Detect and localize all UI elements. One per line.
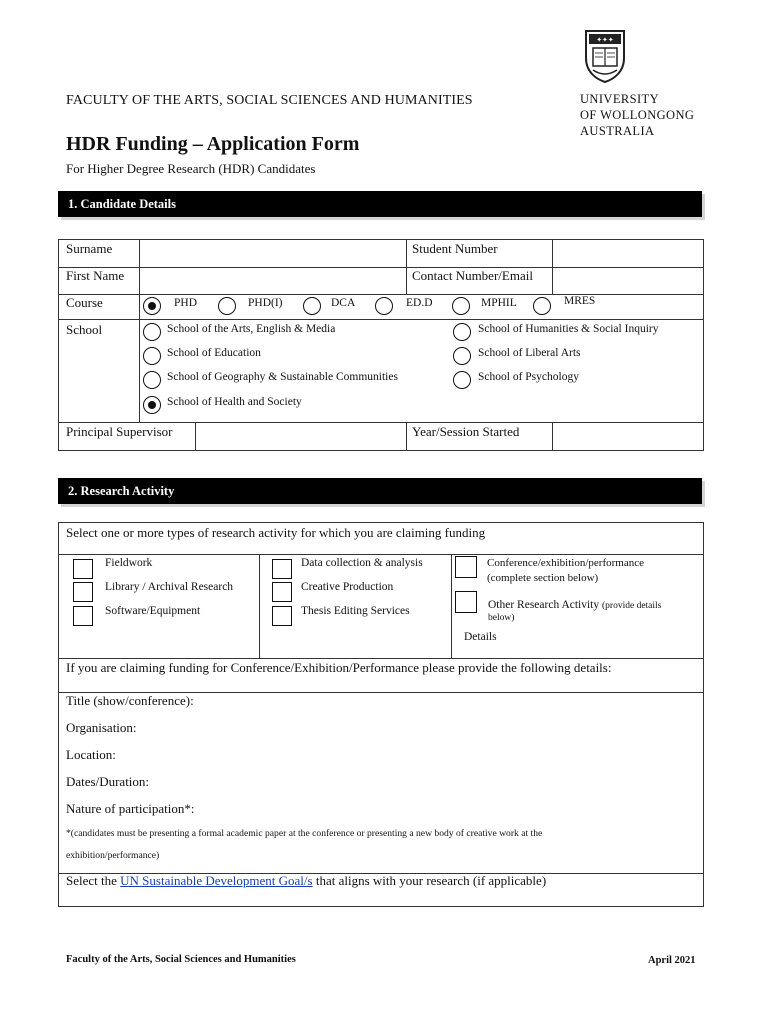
university-name-line2: OF WOLLONGONG	[580, 108, 695, 122]
software-equipment-checkbox[interactable]	[73, 606, 93, 626]
organisation-field-label: Organisation:	[66, 720, 137, 735]
contact-label: Contact Number/Email	[412, 268, 533, 283]
other-activity-note-2: below)	[488, 613, 515, 623]
student-number-field[interactable]	[557, 241, 697, 265]
course-label-dca: DCA	[331, 297, 356, 309]
supervisor-label: Principal Supervisor	[66, 424, 173, 439]
school-label-humanities: School of Humanities & Social Inquiry	[478, 323, 659, 335]
form-subtitle: For Higher Degree Research (HDR) Candidates	[66, 161, 316, 176]
other-activity-checkbox[interactable]	[455, 591, 477, 613]
course-radio-phd[interactable]	[143, 297, 161, 315]
school-radio-arts[interactable]	[143, 323, 161, 341]
supervisor-field[interactable]	[201, 424, 401, 448]
sdg-prefix: Select the	[66, 873, 121, 888]
student-number-label: Student Number	[412, 241, 498, 256]
other-activity-note: (provide details	[602, 601, 662, 611]
school-label-arts: School of the Arts, English & Media	[167, 323, 336, 335]
title-field-label: Title (show/conference):	[66, 693, 194, 708]
school-label-education: School of Education	[167, 347, 261, 359]
surname-field[interactable]	[145, 241, 400, 265]
conference-intro: If you are claiming funding for Conference/Exhibition/Performance please provide the following details:	[66, 660, 612, 675]
school-radio-psychology[interactable]	[453, 371, 471, 389]
data-collection-checkbox[interactable]	[272, 559, 292, 579]
course-radio-edd[interactable]	[375, 297, 393, 315]
dates-field-label: Dates/Duration:	[66, 774, 150, 789]
fieldwork-checkbox[interactable]	[73, 559, 93, 579]
course-label: Course	[66, 295, 103, 310]
course-label-mres: MRES	[564, 295, 596, 307]
footer-faculty: Faculty of the Arts, Social Sciences and Humanities	[66, 954, 296, 965]
conference-checkbox[interactable]	[455, 556, 477, 578]
school-label-geography: School of Geography & Sustainable Communities	[167, 371, 398, 383]
creative-production-checkbox[interactable]	[272, 582, 292, 602]
thesis-editing-checkbox[interactable]	[272, 606, 292, 626]
year-session-label: Year/Session Started	[412, 424, 520, 439]
data-collection-label: Data collection & analysis	[301, 557, 423, 569]
university-name-line1: UNIVERSITY	[580, 92, 659, 106]
university-logo	[580, 28, 715, 137]
conference-note: (complete section below)	[487, 572, 599, 584]
other-activity-label-text: Other Research Activity	[488, 599, 600, 611]
form-title: HDR Funding – Application Form	[66, 133, 360, 155]
fieldwork-label: Fieldwork	[105, 557, 153, 569]
nature-field-label: Nature of participation*:	[66, 801, 195, 816]
course-label-edd: ED.D	[406, 297, 433, 309]
creative-production-label: Creative Production	[301, 581, 394, 593]
section-1-header: 1. Candidate Details	[58, 191, 702, 217]
library-archival-checkbox[interactable]	[73, 582, 93, 602]
first-name-label: First Name	[66, 268, 125, 283]
thesis-editing-label: Thesis Editing Services	[301, 605, 410, 617]
sdg-prompt	[66, 873, 546, 889]
year-session-field[interactable]	[557, 424, 697, 448]
footnote-line-1: *(candidates must be presenting a formal academic paper at the conference or presenting a new body of creative work at the	[66, 828, 543, 839]
school-label-health: School of Health and Society	[167, 396, 302, 408]
conference-label: Conference/exhibition/performance	[487, 557, 644, 569]
section-2-header: 2. Research Activity	[58, 478, 702, 504]
research-activity-table	[58, 522, 704, 907]
contact-field[interactable]	[557, 268, 697, 292]
course-radio-mphil[interactable]	[452, 297, 470, 315]
first-name-field[interactable]	[145, 268, 400, 292]
course-label-phdi: PHD(I)	[248, 297, 283, 309]
school-radio-health[interactable]	[143, 396, 161, 414]
other-activity-label	[488, 599, 661, 611]
details-label: Details	[464, 631, 497, 643]
sdg-suffix: that aligns with your research (if applicable)	[312, 873, 547, 888]
sdg-link[interactable]: UN Sustainable Development Goal/s	[120, 873, 313, 888]
school-label-psychology: School of Psychology	[478, 371, 579, 383]
svg-text:✦✦✦: ✦✦✦	[596, 36, 614, 44]
software-equipment-label: Software/Equipment	[105, 605, 201, 617]
course-label-mphil: MPHIL	[481, 297, 517, 309]
footer-date: April 2021	[648, 955, 696, 966]
school-radio-education[interactable]	[143, 347, 161, 365]
course-radio-phdi[interactable]	[218, 297, 236, 315]
school-radio-humanities[interactable]	[453, 323, 471, 341]
surname-label: Surname	[66, 241, 113, 256]
university-name-line3: AUSTRALIA	[580, 124, 655, 138]
school-radio-geography[interactable]	[143, 371, 161, 389]
faculty-heading: FACULTY OF THE ARTS, SOCIAL SCIENCES AND HUMANITIES	[66, 93, 473, 108]
school-radio-liberal-arts[interactable]	[453, 347, 471, 365]
course-label-phd: PHD	[174, 297, 198, 309]
school-label-liberal-arts: School of Liberal Arts	[478, 347, 581, 359]
library-archival-label: Library / Archival Research	[105, 581, 234, 593]
activity-instruction: Select one or more types of research activity for which you are claiming funding	[66, 525, 486, 540]
school-label: School	[66, 322, 103, 337]
course-radio-mres[interactable]	[533, 297, 551, 315]
footnote-line-2: exhibition/performance)	[66, 850, 160, 861]
university-crest-icon	[583, 28, 627, 84]
candidate-details-table	[58, 239, 704, 451]
course-radio-dca[interactable]	[303, 297, 321, 315]
location-field-label: Location:	[66, 747, 116, 762]
